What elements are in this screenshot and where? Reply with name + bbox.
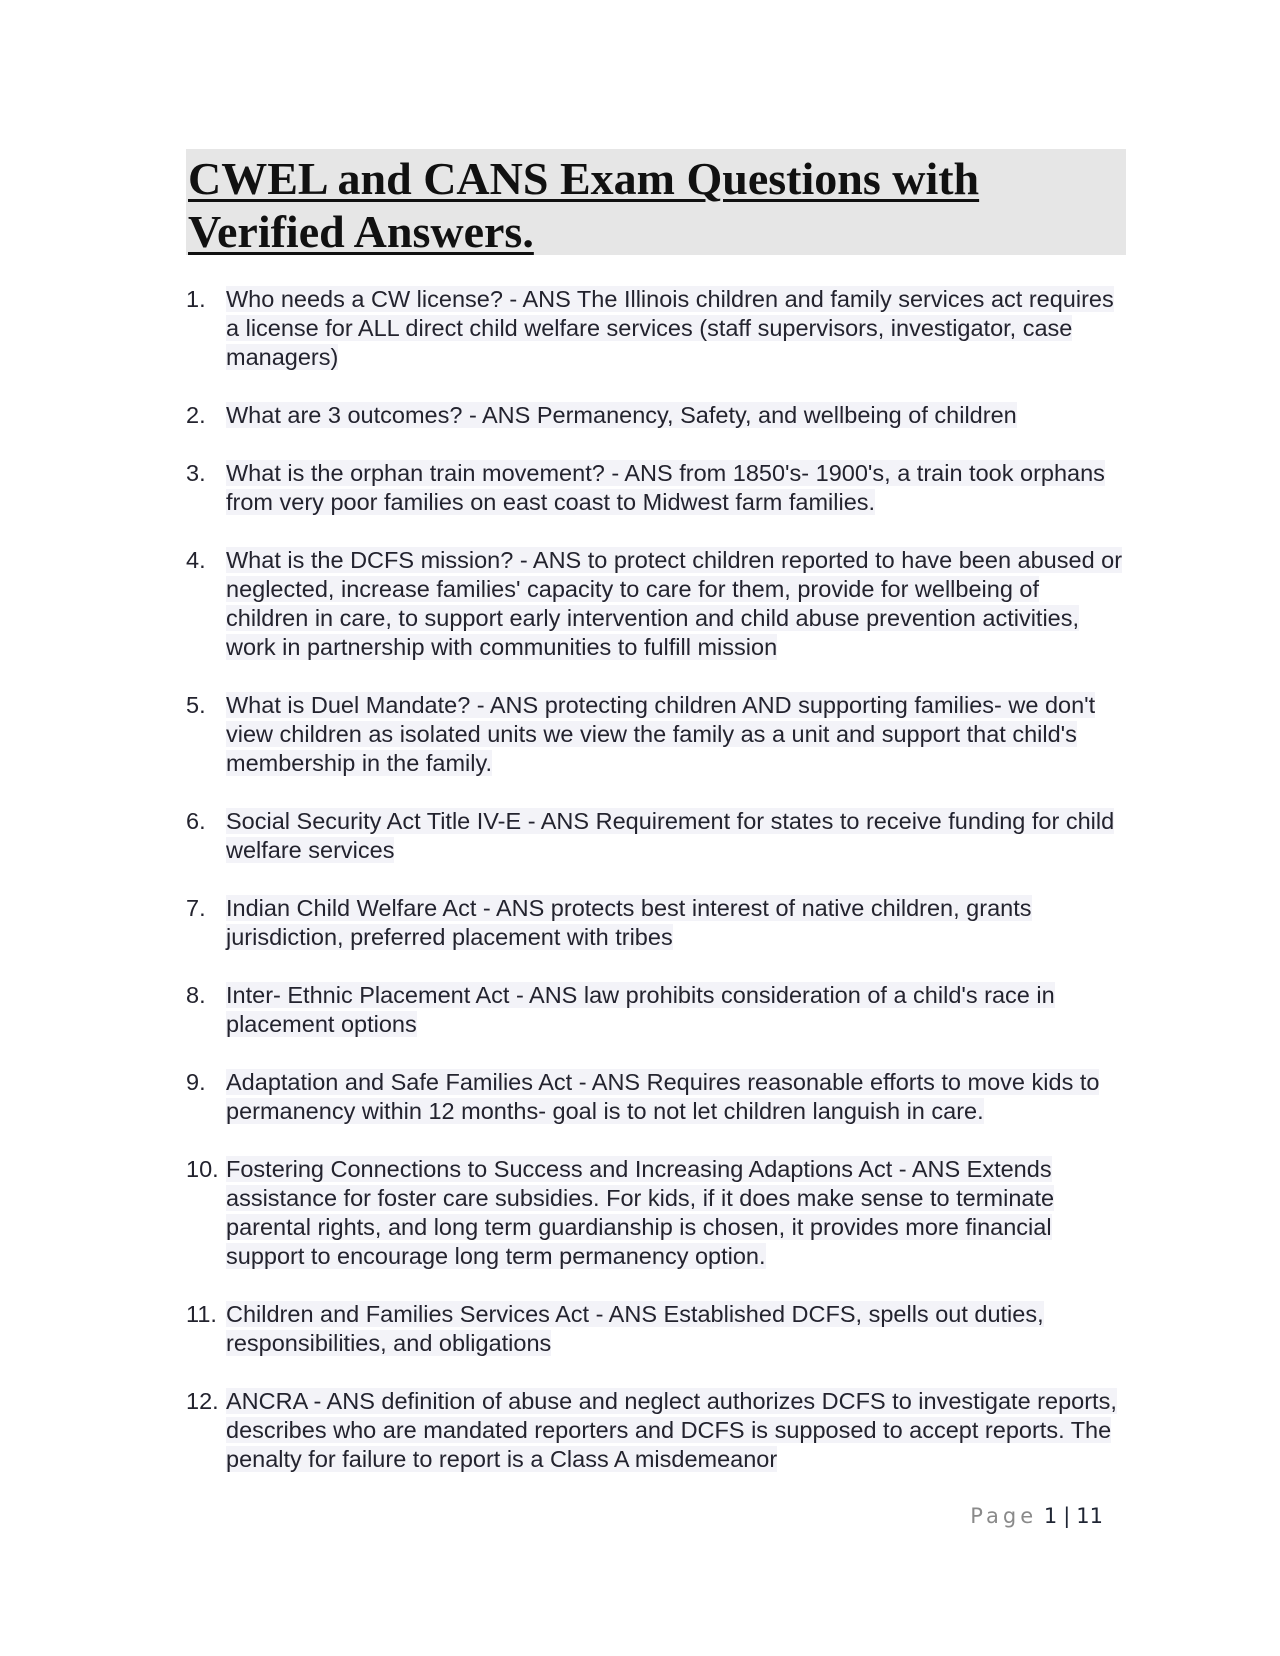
item-text: Children and Families Services Act - ANS Established DCFS, spells out duties, responsibilities, and obligations (226, 1301, 1044, 1356)
item-number: 10. (186, 1156, 219, 1182)
title-block (186, 149, 1126, 255)
item-number: 3. (186, 460, 206, 486)
list-item (186, 546, 1126, 662)
item-number: 7. (186, 895, 206, 921)
list-item (186, 1068, 1126, 1126)
item-text: Fostering Connections to Success and Increasing Adaptions Act - ANS Extends assistance for foster care subsidies. For kids, if it does make sense to terminate parental rights, and long term guardianship is chosen, it provides more financial support to encourage long term permanency option. (226, 1156, 1055, 1269)
item-number: 2. (186, 402, 206, 428)
list-item (186, 459, 1126, 517)
question-list (186, 285, 1126, 1503)
title-line-2: Verified Answers. (188, 206, 534, 257)
item-text: What is Duel Mandate? - ANS protecting children AND supporting families- we don't view children as isolated units we view the family as a unit and support that child's membership in the family. (226, 692, 1096, 776)
title-line-1: CWEL and CANS Exam Questions with (188, 153, 980, 204)
item-number: 6. (186, 808, 206, 834)
page-label: Page (970, 1504, 1038, 1528)
list-item (186, 401, 1126, 430)
item-text: What is the orphan train movement? - ANS from 1850's- 1900's, a train took orphans from very poor families on east coast to Midwest farm families. (226, 460, 1105, 515)
item-number: 9. (186, 1069, 206, 1095)
page-separator: | (1063, 1504, 1071, 1528)
page-total: 11 (1076, 1504, 1103, 1528)
item-text: Indian Child Welfare Act - ANS protects best interest of native children, grants jurisdiction, preferred placement with tribes (226, 895, 1032, 950)
list-item (186, 1387, 1126, 1474)
page-current: 1 (1043, 1504, 1058, 1528)
list-item (186, 1155, 1126, 1271)
item-text: What are 3 outcomes? - ANS Permanency, Safety, and wellbeing of children (226, 402, 1017, 428)
item-number: 12. (186, 1388, 219, 1414)
document-title (186, 149, 1126, 258)
item-number: 5. (186, 692, 206, 718)
list-item (186, 285, 1126, 372)
item-text: Who needs a CW license? - ANS The Illinois children and family services act requires a license for ALL direct child welfare services (staff supervisors, investigator, case managers) (226, 286, 1114, 370)
list-item (186, 807, 1126, 865)
page-footer (970, 1504, 1103, 1528)
list-item (186, 1300, 1126, 1358)
item-number: 11. (186, 1301, 217, 1327)
item-text: What is the DCFS mission? - ANS to protect children reported to have been abused or neglected, increase families' capacity to care for them, provide for wellbeing of children in care, to support early intervention and child abuse prevention activities, work in partnership with communities to fulfill mission (226, 547, 1123, 660)
item-text: Inter- Ethnic Placement Act - ANS law prohibits consideration of a child's race in placement options (226, 982, 1055, 1037)
list-item (186, 691, 1126, 778)
item-number: 8. (186, 982, 206, 1008)
item-number: 4. (186, 547, 206, 573)
item-number: 1. (186, 286, 206, 312)
item-text: ANCRA - ANS definition of abuse and neglect authorizes DCFS to investigate reports, describes who are mandated reporters and DCFS is supposed to accept reports. The penalty for failure to report is a Class A misdemeanor (226, 1388, 1117, 1472)
list-item (186, 981, 1126, 1039)
item-text: Adaptation and Safe Families Act - ANS Requires reasonable efforts to move kids to permanency within 12 months- goal is to not let children languish in care. (226, 1069, 1100, 1124)
list-item (186, 894, 1126, 952)
item-text: Social Security Act Title IV-E - ANS Requirement for states to receive funding for child welfare services (226, 808, 1115, 863)
